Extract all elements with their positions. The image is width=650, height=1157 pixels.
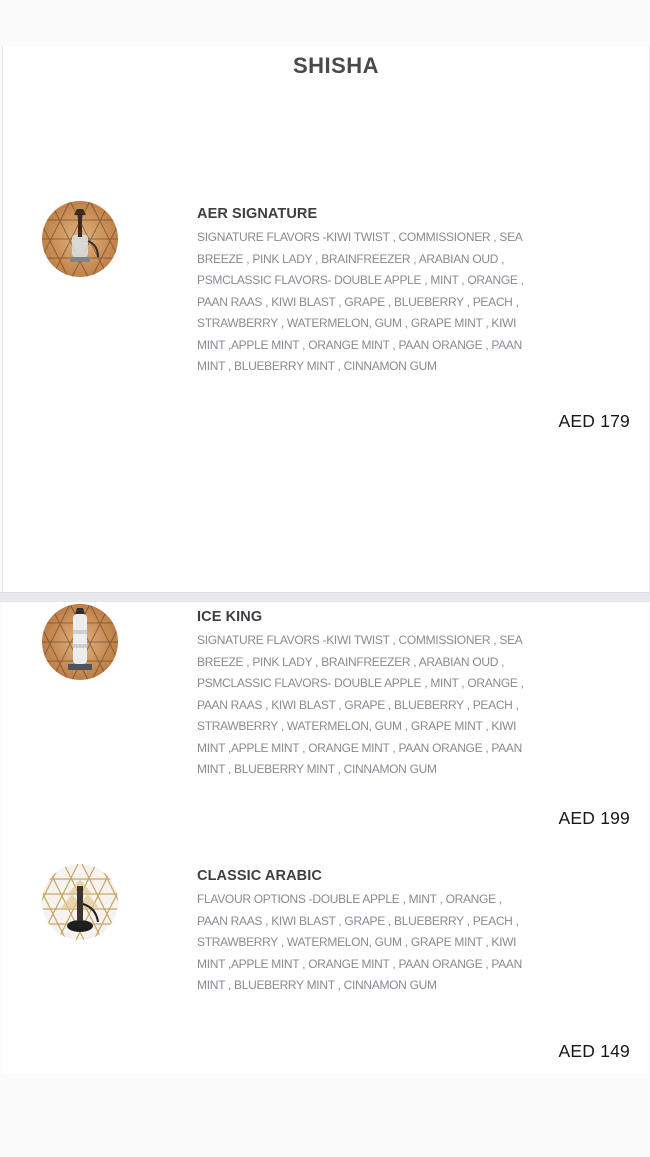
page-title: SHISHA (292, 53, 380, 78)
ice-hookah-photo-icon (42, 604, 118, 680)
item-name: ICE KING (197, 609, 263, 625)
item-price: AED 179 (558, 411, 630, 431)
item-price: AED 199 (558, 808, 630, 828)
panel-divider (0, 592, 650, 602)
item-description: SIGNATURE FLAVORS -KIWI TWIST , COMMISSIONER , SEA BREEZE , PINK LADY , BRAINFREEZER , ARABIAN OUD , PSMCLASSIC FLAVORS- DOUBLE APPLE , MINT , ORANGE , PAAN RAAS , KIWI BLAST , GRAPE , BLUEBERRY , PEACH , STRAWBERRY , WATERMELON, GUM , GRAPE MINT , KIWI MINT ,APPLE MINT , ORANGE MINT , PAAN ORANGE , PAAN MINT , BLUEBERRY MINT , CINNAMON GUM (197, 230, 524, 373)
item-name: CLASSIC ARABIC (197, 868, 322, 884)
item-description: FLAVOUR OPTIONS -DOUBLE APPLE , MINT , ORANGE , PAAN RAAS , KIWI BLAST , GRAPE , BLUEBERRY , PEACH , STRAWBERRY , WATERMELON, GUM , GRAPE MINT , KIWI MINT ,APPLE MINT , ORANGE MINT , PAAN ORANGE , PAAN MINT , BLUEBERRY MINT , CINNAMON GUM (197, 892, 522, 992)
hookah-photo-icon (42, 201, 118, 277)
item-name: AER SIGNATURE (197, 206, 318, 222)
item-description: SIGNATURE FLAVORS -KIWI TWIST , COMMISSIONER , SEA BREEZE , PINK LADY , BRAINFREEZER , ARABIAN OUD , PSMCLASSIC FLAVORS- DOUBLE APPLE , MINT , ORANGE , PAAN RAAS , KIWI BLAST , GRAPE , BLUEBERRY , PEACH , STRAWBERRY , WATERMELON, GUM , GRAPE MINT , KIWI MINT ,APPLE MINT , ORANGE MINT , PAAN ORANGE , PAAN MINT , BLUEBERRY MINT , CINNAMON GUM (197, 633, 524, 776)
item-price: AED 149 (558, 1041, 630, 1061)
classic-hookah-photo-icon (42, 864, 118, 940)
